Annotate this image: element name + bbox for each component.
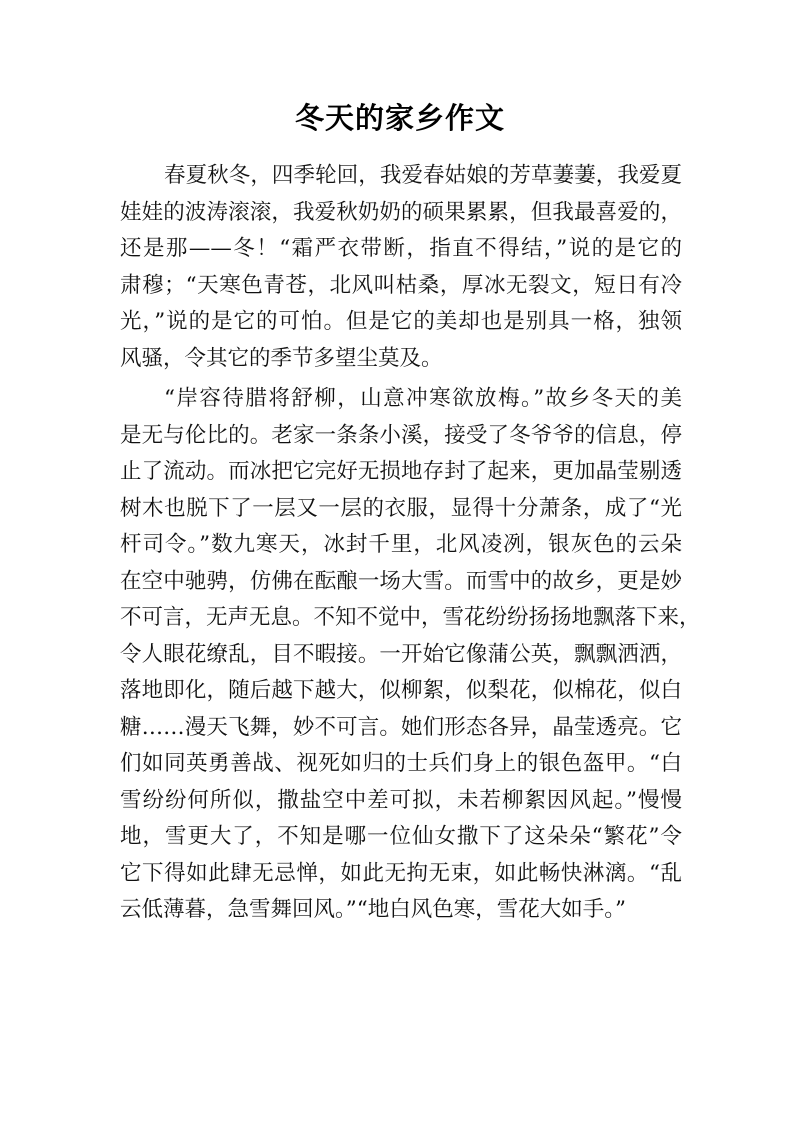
text-line: 不可言，无声无息。不知不觉中，雪花纷纷扬扬地飘落下来，: [120, 605, 701, 630]
text-line: 娃娃的波涛滚滚，我爱秋奶奶的硕果累累，但我最喜爱的，: [120, 199, 682, 225]
document-title: 冬天的家乡作文: [294, 101, 505, 135]
text-line: 杆司令。”数九寒天，冰封千里，北风凌冽，银灰色的云朵: [120, 532, 682, 557]
text-line: 云低薄暮，急雪舞回风。”“地白风色寒，雪花大如手。”: [120, 897, 626, 922]
paragraph: [120, 381, 701, 929]
text-line: 春夏秋冬，四季轮回，我爱春姑娘的芳草萋萋，我爱夏: [164, 163, 682, 188]
text-line: 风骚，令其它的季节多望尘莫及。: [120, 345, 443, 371]
text-line: “岸容待腊将舒柳，山意冲寒欲放梅。”故乡冬天的美: [164, 386, 682, 411]
text-line: 地，雪更大了，不知是哪一位仙女撒下了这朵朵“繁花”令: [120, 824, 682, 849]
text-line: 还是那——冬！“霜严衣带断，指直不得结，”说的是它的: [120, 236, 682, 261]
paragraph: [120, 158, 682, 377]
text-line: 它下得如此肆无忌惮，如此无拘无束，如此畅快淋漓。“乱: [120, 860, 682, 886]
text-line: 雪纷纷何所似，撒盐空中差可拟，未若柳絮因风起。”慢慢: [120, 787, 682, 813]
text-line: 止了流动。而冰把它完好无损地存封了起来，更加晶莹剔透: [120, 459, 682, 484]
text-line: 是无与伦比的。老家一条条小溪，接受了冬爷爷的信息，停: [120, 422, 682, 448]
text-line: 光，”说的是它的可怕。但是它的美却也是别具一格，独领: [120, 309, 682, 334]
text-line: 糖……漫天飞舞，妙不可言。她们形态各异，晶莹透亮。它: [120, 714, 682, 740]
text-line: 在空中驰骋，仿佛在酝酿一场大雪。而雪中的故乡，更是妙: [120, 568, 682, 594]
text-line: 们如同英勇善战、视死如归的士兵们身上的银色盔甲。“白: [120, 751, 682, 776]
text-line: 树木也脱下了一层又一层的衣服，显得十分萧条，成了“光: [120, 495, 682, 521]
text-line: 令人眼花缭乱，目不暇接。一开始它像蒲公英，飘飘洒洒，: [120, 641, 682, 667]
document-body: [120, 158, 701, 929]
text-line: 肃穆；“天寒色青苍，北风叫枯桑，厚冰无裂文，短日有冷: [120, 272, 682, 298]
text-line: 落地即化，随后越下越大，似柳絮，似梨花，似棉花，似白: [120, 678, 682, 703]
